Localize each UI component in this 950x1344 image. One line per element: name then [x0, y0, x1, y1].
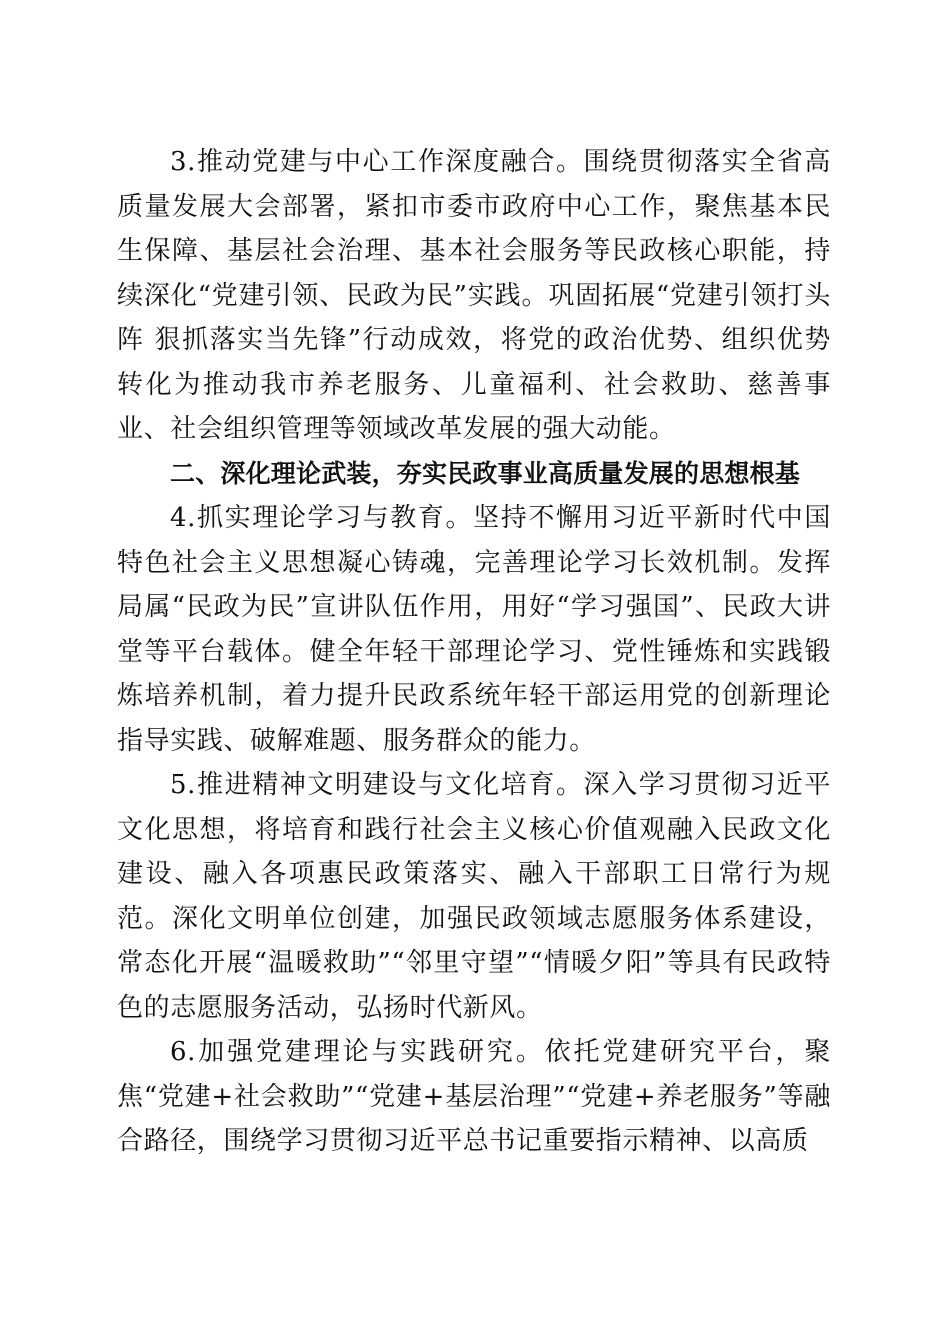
section-heading-theory: 二、深化理论武装，夯实民政事业高质量发展的思想根基: [170, 458, 801, 488]
document-body: [117, 140, 831, 1164]
paragraph-4-theory-study: 4.抓实理论学习与教育。坚持不懈用习近平新时代中国特色社会主义思想凝心铸魂，完善理论学习长效机制。发挥局属“民政为民”宣讲队伍作用，用好“学习强国”、民政大讲堂等平台载体。健全年轻干部理论学习、党性锤炼和实践锻炼培养机制，着力提升民政系统年轻干部运用党的创新理论指导实践、破解难题、服务群众的能力。: [117, 503, 831, 756]
paragraph-5-spiritual-civilization: 5.推进精神文明建设与文化培育。深入学习贯彻习近平文化思想，将培育和践行社会主义核心价值观融入民政文化建设、融入各项惠民政策落实、融入干部职工日常行为规范。深化文明单位创建，加强民政领域志愿服务体系建设，常态化开展“温暖救助”“邻里守望”“情暖夕阳”等具有民政特色的志愿服务活动，弘扬时代新风。: [117, 770, 831, 1023]
paragraph-3-party-building-integration: 3.推动党建与中心工作深度融合。围绕贯彻落实全省高质量发展大会部署，紧扣市委市政府中心工作，聚焦基本民生保障、基层社会治理、基本社会服务等民政核心职能，持续深化“党建引领、民政为民”实践。巩固拓展“党建引领打头阵 狠抓落实当先锋”行动成效，将党的政治优势、组织优势转化为推动我市养老服务、儿童福利、社会救助、慈善事业、社会组织管理等领域改革发展的强大动能。: [117, 147, 831, 444]
paragraph-6-research: 6.加强党建理论与实践研究。依托党建研究平台，聚焦“党建+社会救助”“党建+基层治理”“党建+养老服务”等融合路径，围绕学习贯彻习近平总书记重要指示精神、以高质: [117, 1037, 831, 1156]
